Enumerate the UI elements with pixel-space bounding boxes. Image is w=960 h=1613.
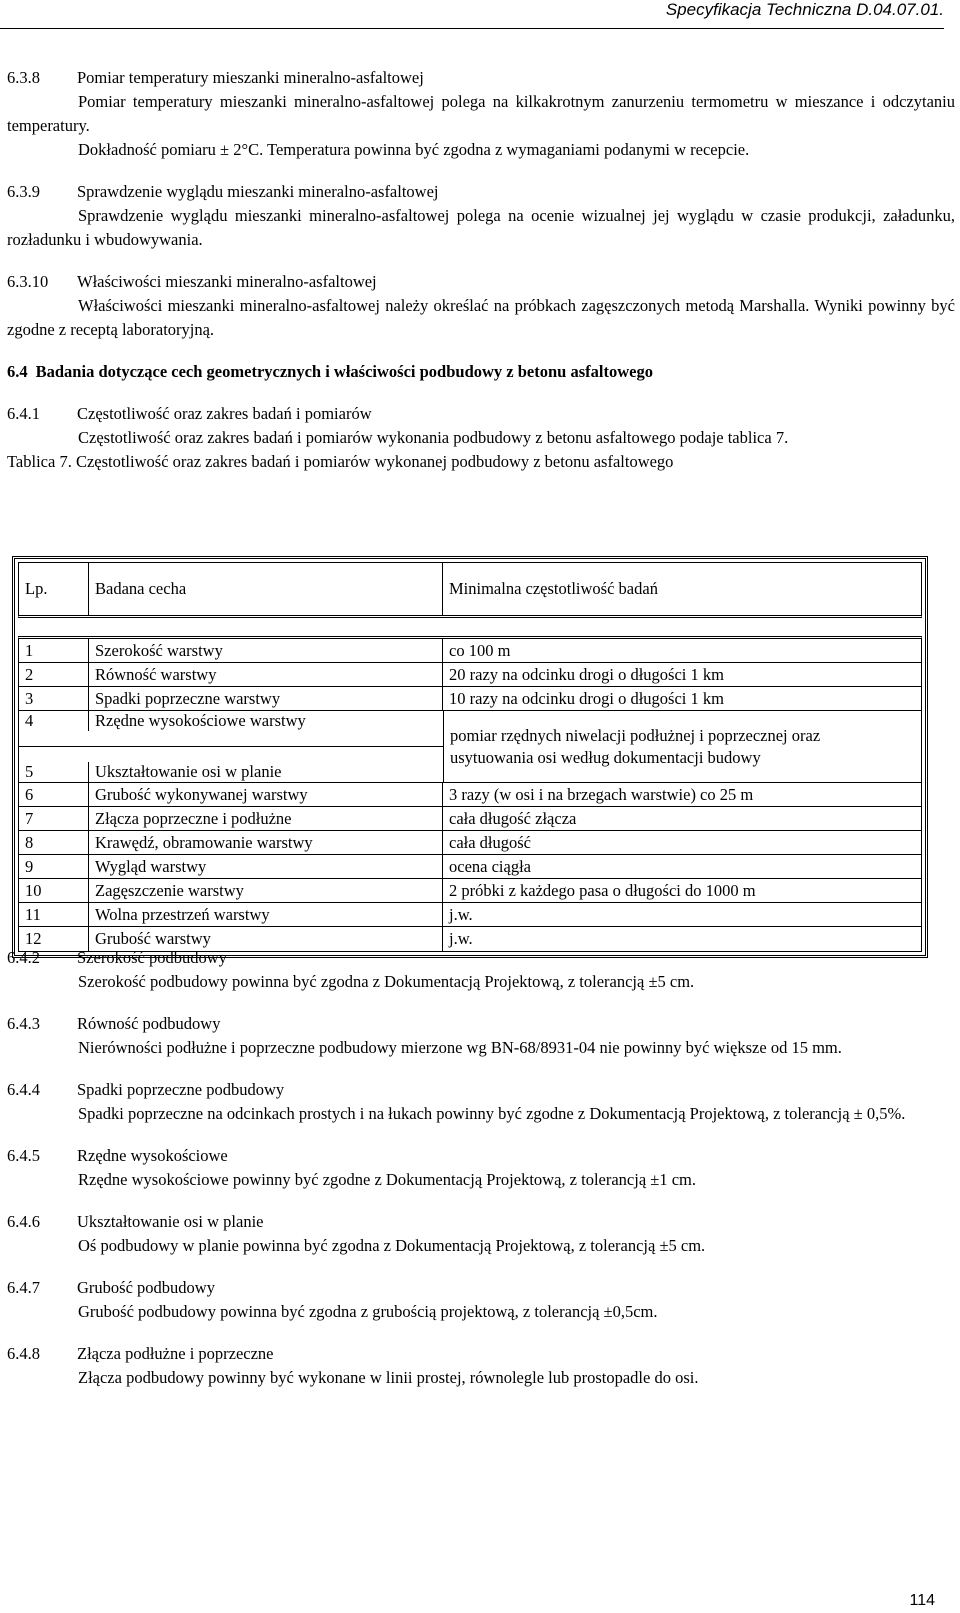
cell-frequency: 20 razy na odcinku drogi o długości 1 km [449, 665, 724, 684]
cell-lp: 4 [19, 711, 89, 731]
document-body [7, 66, 955, 474]
section-heading [7, 402, 955, 426]
cell-lp: 1 [19, 639, 89, 662]
section-number: 6.4.7 [7, 1278, 40, 1297]
table-row [19, 855, 921, 879]
section-title: Spadki poprzeczne podbudowy [77, 1080, 285, 1099]
section-heading [7, 1078, 955, 1102]
paragraph: Grubość podbudowy powinna być zgodna z grubością projektową, z tolerancją ±0,5cm. [78, 1302, 658, 1321]
section-title: Ukształtowanie osi w planie [77, 1212, 264, 1231]
header-frequency: Minimalna częstotliwość badań [449, 579, 658, 598]
table-body [18, 636, 922, 952]
section-title: Grubość podbudowy [77, 1278, 215, 1297]
cell-frequency: j.w. [449, 905, 473, 924]
cell-frequency: ocena ciągła [449, 857, 531, 876]
cell-lp: 3 [19, 687, 89, 710]
cell-frequency: 3 razy (w osi i na brzegach warstwie) co 25 m [449, 785, 754, 804]
paragraph: Złącza podbudowy powinny być wykonane w linii prostej, równolegle lub prostopadle do osi. [78, 1368, 699, 1387]
table-row [19, 687, 921, 711]
section-heading [7, 66, 955, 90]
document-body-continued [7, 946, 955, 1390]
paragraph: Pomiar temperatury mieszanki mineralno-asfaltowej polega na kilkakrotnym zanurzeniu termometru w mieszance i odczytaniu temperatury. [7, 92, 955, 135]
cell-feature: Spadki poprzeczne warstwy [89, 687, 443, 710]
table-header-row [18, 562, 922, 618]
cell-feature: Równość warstwy [89, 663, 443, 686]
section-title: Pomiar temperatury mieszanki mineralno-asfaltowej [77, 68, 424, 87]
cell-frequency: cała długość złącza [449, 809, 577, 828]
cell-feature: Ukształtowanie osi w planie [95, 762, 282, 781]
table-row [19, 879, 921, 903]
cell-lp: 2 [19, 663, 89, 686]
section-title: Szerokość podbudowy [77, 948, 227, 967]
document-title: Specyfikacja Techniczna D.04.07.01. [665, 0, 944, 19]
table-row [19, 639, 921, 663]
section-number: 6.4 [7, 362, 28, 381]
paragraph: Częstotliwość oraz zakres badań i pomiarów wykonania podbudowy z betonu asfaltowego podaje tablica 7. [78, 428, 789, 447]
section-heading [7, 1276, 955, 1300]
table-row [19, 903, 921, 927]
cell-lp: 7 [19, 807, 89, 830]
cell-lp: 5 [19, 762, 89, 782]
section-title: Częstotliwość oraz zakres badań i pomiarów [77, 404, 372, 423]
cell-frequency: 2 próbki z każdego pasa o długości do 1000 m [449, 881, 756, 900]
section-number: 6.3.9 [7, 182, 40, 201]
cell-feature: Grubość warstwy [89, 927, 443, 951]
page-number: 114 [909, 1592, 935, 1609]
paragraph: Szerokość podbudowy powinna być zgodna z Dokumentacją Projektową, z tolerancją ±5 cm. [78, 972, 695, 991]
table-row [19, 831, 921, 855]
section-heading [7, 946, 955, 970]
cell-frequency: 10 razy na odcinku drogi o długości 1 km [449, 689, 724, 708]
section-heading [7, 1342, 955, 1366]
cell-lp: 11 [19, 903, 89, 926]
cell-frequency: j.w. [449, 929, 473, 948]
section-number: 6.4.8 [7, 1344, 40, 1363]
section-heading [7, 1210, 955, 1234]
table-caption: Tablica 7. Częstotliwość oraz zakres badań i pomiarów wykonanej podbudowy z betonu asfaltowego [7, 452, 674, 471]
section-number: 6.4.4 [7, 1080, 40, 1099]
cell-feature: Złącza poprzeczne i podłużne [89, 807, 443, 830]
section-number: 6.4.2 [7, 948, 40, 967]
cell-feature: Rzędne wysokościowe warstwy [95, 711, 306, 730]
section-number: 6.4.1 [7, 404, 40, 423]
section-title: Właściwości mieszanki mineralno-asfaltowej [77, 272, 377, 291]
cell-frequency: pomiar rzędnych niwelacji podłużnej i poprzecznej oraz [450, 725, 821, 745]
header-feature: Badana cecha [89, 563, 443, 615]
cell-frequency: co 100 m [449, 641, 511, 660]
cell-lp: 9 [19, 855, 89, 878]
table-row [19, 807, 921, 831]
section-title: Złącza podłużne i poprzeczne [77, 1344, 274, 1363]
section-heading [7, 180, 955, 204]
section-number: 6.3.10 [7, 272, 49, 291]
section-title: Badania dotyczące cech geometrycznych i właściwości podbudowy z betonu asfaltowego [35, 362, 653, 381]
cell-frequency: usytuowania osi według dokumentacji budowy [450, 747, 761, 767]
cell-feature: Wygląd warstwy [89, 855, 443, 878]
section-title: Równość podbudowy [77, 1014, 221, 1033]
paragraph: Nierówności podłużne i poprzeczne podbudowy mierzone wg BN-68/8931-04 nie powinny być większe od 15 mm. [78, 1038, 842, 1057]
page-header [0, 0, 944, 29]
cell-feature: Krawędź, obramowanie warstwy [89, 831, 443, 854]
cell-frequency: cała długość [449, 833, 532, 852]
paragraph: Dokładność pomiaru ± 2°C. Temperatura powinna być zgodna z wymaganiami podanymi w recepcie. [78, 140, 750, 159]
section-heading [7, 1012, 955, 1036]
table-row-merged [19, 711, 921, 783]
table-7 [12, 556, 928, 958]
section-number: 6.4.6 [7, 1212, 40, 1231]
section-heading [7, 360, 955, 384]
paragraph: Rzędne wysokościowe powinny być zgodne z Dokumentacją Projektową, z tolerancją ±1 cm. [78, 1170, 696, 1189]
section-title: Sprawdzenie wyglądu mieszanki mineralno-asfaltowej [77, 182, 439, 201]
section-heading [7, 270, 955, 294]
cell-feature: Zagęszczenie warstwy [89, 879, 443, 902]
paragraph: Oś podbudowy w planie powinna być zgodna z Dokumentacją Projektową, z tolerancją ±5 cm. [78, 1236, 706, 1255]
cell-feature: Grubość wykonywanej warstwy [89, 783, 443, 806]
paragraph: Właściwości mieszanki mineralno-asfaltowej należy określać na próbkach zagęszczonych metodą Marshalla. Wyniki powinny być zgodne z receptą laboratoryjną. [7, 296, 955, 339]
section-number: 6.3.8 [7, 68, 40, 87]
section-title: Rzędne wysokościowe [77, 1146, 228, 1165]
cell-feature: Wolna przestrzeń warstwy [89, 903, 443, 926]
cell-lp: 10 [19, 879, 89, 902]
table-row [19, 663, 921, 687]
cell-feature: Szerokość warstwy [89, 639, 443, 662]
paragraph: Spadki poprzeczne na odcinkach prostych i na łukach powinny być zgodne z Dokumentacją Projektową, z tolerancją ± 0,5%. [78, 1104, 906, 1123]
table-row [19, 783, 921, 807]
cell-lp: 8 [19, 831, 89, 854]
cell-lp: 6 [19, 783, 89, 806]
section-heading [7, 1144, 955, 1168]
section-number: 6.4.3 [7, 1014, 40, 1033]
cell-lp: 12 [19, 927, 89, 951]
section-number: 6.4.5 [7, 1146, 40, 1165]
header-lp: Lp. [19, 563, 89, 615]
paragraph: Sprawdzenie wyglądu mieszanki mineralno-asfaltowej polega na ocenie wizualnej jej wyglądu w czasie produkcji, załadunku, rozładunku i wbudowywania. [7, 206, 955, 249]
